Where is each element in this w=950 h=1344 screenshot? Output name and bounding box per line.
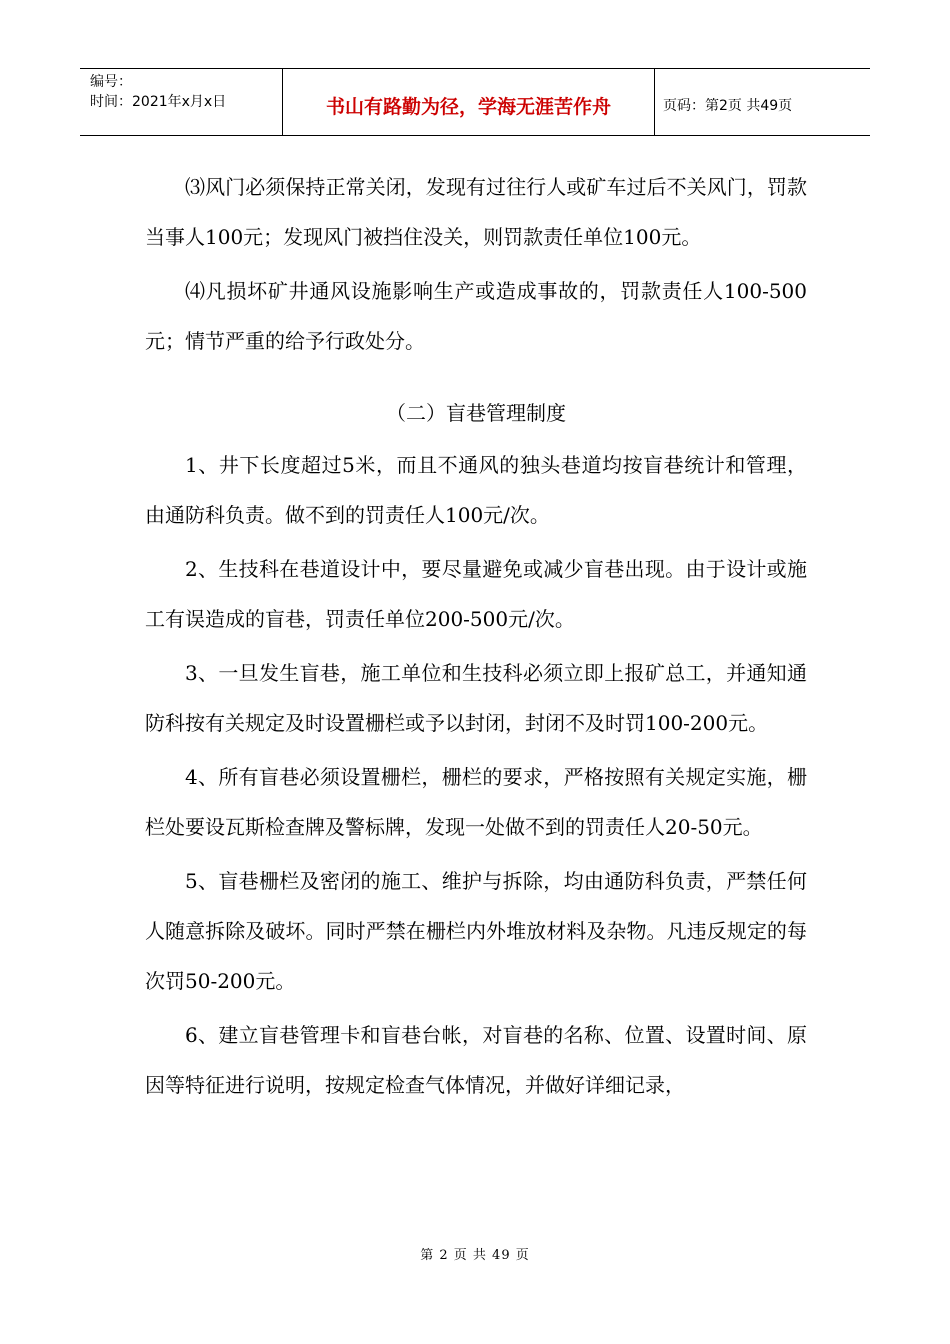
document-body <box>145 162 807 1112</box>
list-item: 1、井下长度超过5米，而且不通风的独头巷道均按盲巷统计和管理，由通防科负责。做不到的罚责任人100元/次。 <box>145 453 807 527</box>
list-item: 6、建立盲巷管理卡和盲巷台帐，对盲巷的名称、位置、设置时间、原因等特征进行说明，按规定检查气体情况，并做好详细记录， <box>145 1023 807 1097</box>
list-item: 3、一旦发生盲巷，施工单位和生技科必须立即上报矿总工，并通知通防科按有关规定及时设置栅栏或予以封闭，封闭不及时罚100-200元。 <box>145 661 807 735</box>
header-meta <box>80 69 283 135</box>
section-title: （二）盲巷管理制度 <box>386 401 566 425</box>
document-time: 时间：2021年x月x日 <box>90 94 227 110</box>
document-number: 编号： <box>90 74 132 90</box>
paragraph: ⑶风门必须保持正常关闭，发现有过往行人或矿车过后不关风门，罚款当事人100元；发现风门被挡住没关，则罚款责任单位100元。 <box>145 175 807 249</box>
paragraph: ⑷凡损坏矿井通风设施影响生产或造成事故的，罚款责任人100-500元；情节严重的给予行政处分。 <box>145 279 807 353</box>
header-page-info: 页码：第2页 共49页 <box>663 98 793 114</box>
list-item: 5、盲巷栅栏及密闭的施工、维护与拆除，均由通防科负责，严禁任何人随意拆除及破坏。同时严禁在栅栏内外堆放材料及杂物。凡违反规定的每次罚50-200元。 <box>145 869 807 993</box>
page-header <box>80 68 870 136</box>
list-item: 4、所有盲巷必须设置栅栏，栅栏的要求，严格按照有关规定实施，栅栏处要设瓦斯检查牌及警标牌，发现一处做不到的罚责任人20-50元。 <box>145 765 807 839</box>
list-item: 2、生技科在巷道设计中，要尽量避免或减少盲巷出现。由于设计或施工有误造成的盲巷，罚责任单位200-500元/次。 <box>145 557 807 631</box>
header-motto: 书山有路勤为径，学海无涯苦作舟 <box>283 69 655 135</box>
page-footer: 第 2 页 共 49 页 <box>420 1248 530 1263</box>
